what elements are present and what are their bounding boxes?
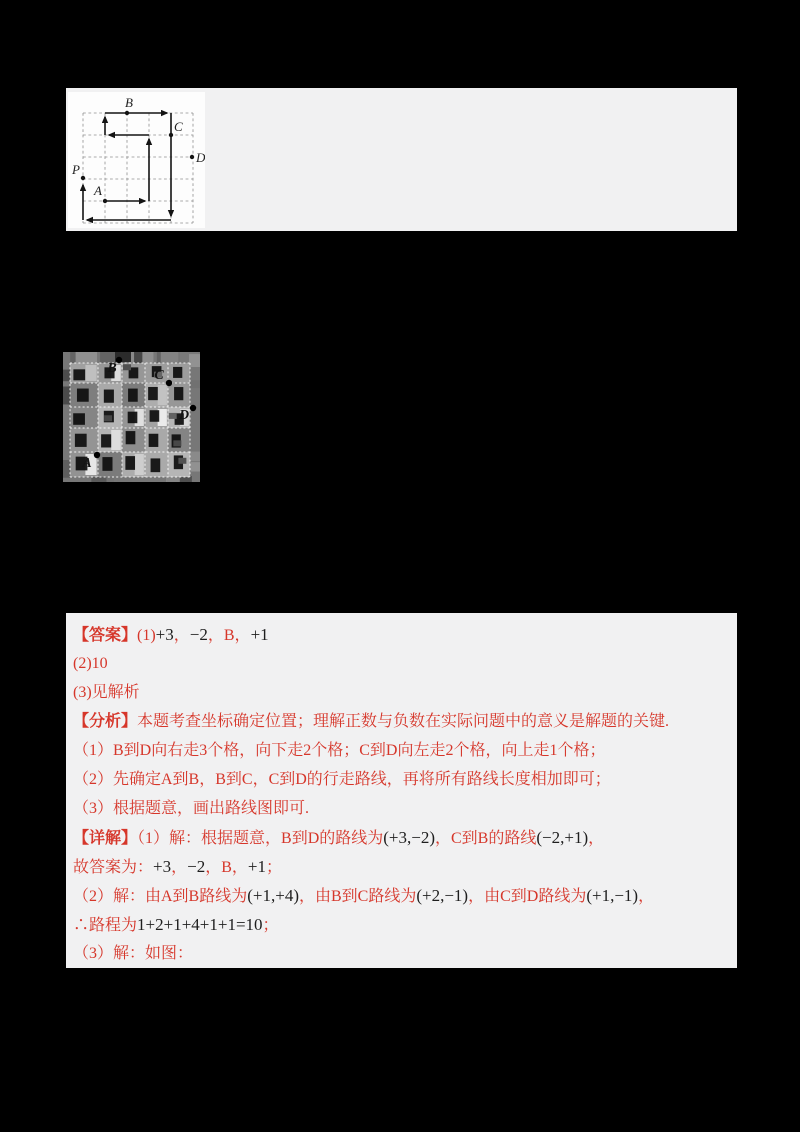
math-expression: +3 [155, 625, 174, 644]
point-C-dot [169, 133, 173, 137]
answer-point-A-label: A [82, 456, 92, 471]
text-segment: ， [171, 859, 188, 876]
answer-route-figure [63, 352, 200, 482]
solution-lines [73, 620, 733, 968]
text-segment: （1）解：根据题意，B到D的路线为 [137, 830, 384, 847]
solution-line [73, 736, 733, 765]
text-segment: (1) [137, 627, 156, 644]
point-D-dot [190, 155, 194, 159]
text-segment: 【答案】 [73, 627, 138, 644]
point-A-dot [103, 199, 107, 203]
point-B-dot [125, 111, 129, 115]
solution-line [73, 823, 733, 852]
text-segment: （3）解：如图： [73, 945, 194, 962]
text-segment: 故答案为： [73, 859, 154, 876]
math-expression: (+2,−1) [416, 886, 469, 905]
text-segment: (2)10 [73, 655, 108, 672]
route-grid-figure [68, 92, 205, 228]
answer-point-C-label: C [154, 368, 164, 383]
math-expression: (+3,−2) [383, 828, 435, 847]
solution-line [73, 881, 733, 910]
math-expression: (−2,+1) [536, 828, 589, 847]
text-segment: ； [262, 917, 279, 934]
solution-band [66, 613, 737, 968]
solution-line [73, 707, 733, 736]
route-path-arrows [83, 113, 171, 220]
text-segment: ， [588, 830, 605, 847]
solution-line [73, 852, 733, 881]
answer-point-B-dot [116, 357, 122, 363]
math-expression: +1 [250, 625, 269, 644]
solution-line [73, 649, 733, 678]
text-segment: 【详解】 [73, 830, 138, 847]
solution-line [73, 910, 733, 939]
figure1-band [66, 88, 737, 231]
point-B-label: B [125, 95, 133, 110]
text-segment: ，由C到D路线为 [468, 888, 587, 905]
text-segment: ； [266, 859, 283, 876]
text-segment: （2）先确定A到B，B到C，C到D的行走路线，再将所有路线长度相加即可； [73, 771, 611, 788]
text-segment: （3）根据题意，画出路线图即可. [73, 800, 310, 817]
math-expression: −2 [189, 625, 208, 644]
solution-line [73, 765, 733, 794]
math-expression: +1 [247, 857, 266, 876]
text-segment: (3)见解析 [73, 684, 140, 701]
math-expression: +3 [153, 857, 172, 876]
math-expression: 1+2+1+4+1+1=10 [137, 915, 263, 934]
text-segment: ，C到B的路线 [435, 830, 537, 847]
text-segment: （2）解：由A到B路线为 [73, 888, 248, 905]
route-grid-figure-svg [68, 92, 205, 228]
answer-point-D-dot [190, 405, 196, 411]
text-segment: ，B， [207, 627, 251, 644]
answer-route-figure-svg [63, 352, 200, 482]
text-segment: 【分析】 [73, 713, 138, 730]
point-P-dot [81, 176, 85, 180]
point-labels [71, 95, 205, 198]
point-P-label: P [72, 162, 80, 177]
solution-line [73, 620, 733, 649]
point-A-label: A [94, 183, 102, 198]
solution-line [73, 939, 733, 968]
text-segment: ， [173, 627, 190, 644]
solution-line [73, 794, 733, 823]
answer-point-D-label: D [178, 408, 190, 423]
math-expression: (+1,−1) [586, 886, 639, 905]
solution-line [73, 678, 733, 707]
answer-point-A-dot [94, 452, 100, 458]
text-segment: ∴路程为 [73, 917, 138, 934]
answer-point-B-label: B [107, 361, 117, 376]
text-segment: ， [638, 888, 655, 905]
point-D-label: D [196, 150, 205, 165]
text-segment: ，由B到C路线为 [298, 888, 417, 905]
point-C-label: C [174, 119, 183, 134]
text-segment: （1）B到D向右走3个格，向下走2个格；C到D向左走2个格，向上走1个格； [73, 742, 606, 759]
text-segment: ，B， [205, 859, 248, 876]
math-expression: −2 [187, 857, 206, 876]
answer-point-C-dot [166, 380, 172, 386]
math-expression: (+1,+4) [247, 886, 299, 905]
text-segment: 本题考查坐标确定位置；理解正数与负数在实际问题中的意义是解题的关键. [137, 713, 670, 730]
